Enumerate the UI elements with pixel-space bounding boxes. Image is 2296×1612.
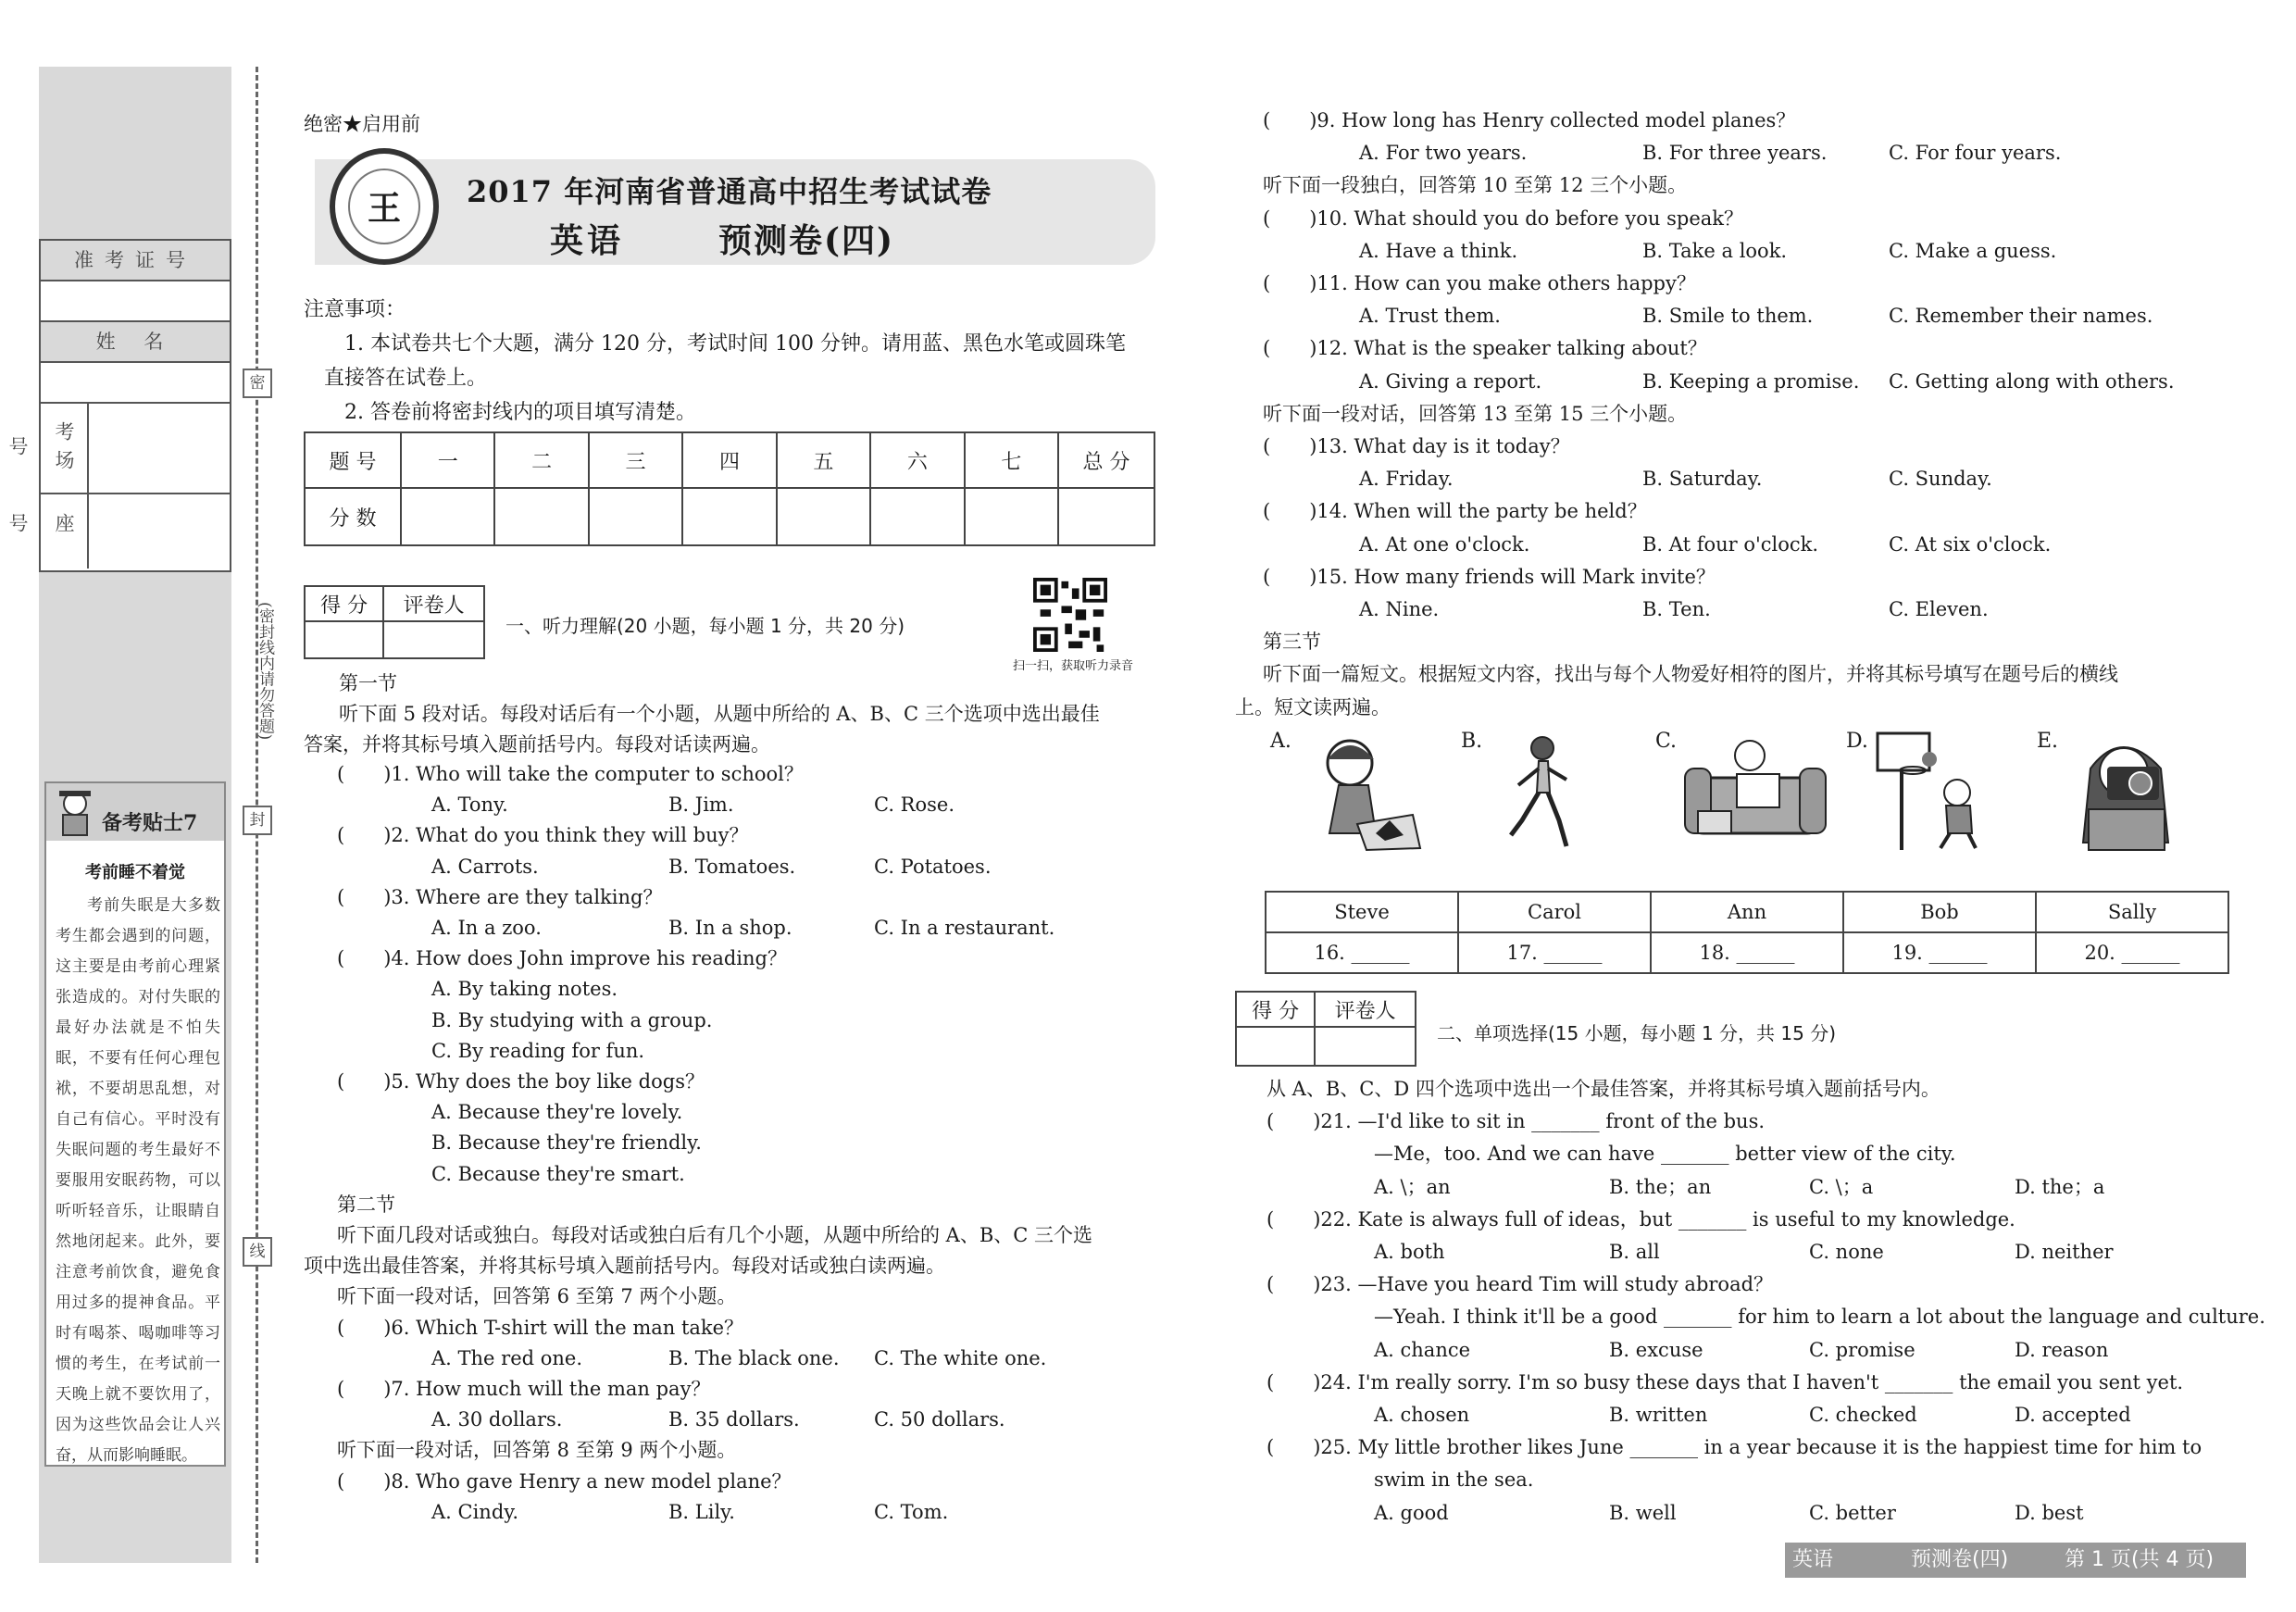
- q21-option: C. \；a: [1809, 1176, 1874, 1198]
- score-table: [304, 431, 1155, 546]
- candidate-info-box: [6, 239, 231, 572]
- score-col-5: 五: [777, 432, 870, 488]
- note-2: 2. 答卷前将密封线内的项目填写清楚。: [344, 401, 696, 424]
- score-cell[interactable]: [777, 488, 870, 545]
- score-cell[interactable]: [682, 488, 776, 545]
- exam-notes: [304, 293, 1155, 430]
- girl-drawing-picture: [1302, 731, 1422, 852]
- inst-8-9: 听下面一段对话，回答第 8 至第 9 两个小题。: [337, 1439, 737, 1461]
- q7-option: A. 30 dollars.: [431, 1408, 563, 1431]
- seat-label: 座号: [41, 494, 89, 569]
- q6-option: B. The black one.: [668, 1347, 840, 1369]
- answer-blank-19[interactable]: 19. ______: [1843, 932, 2036, 973]
- sec1-inst-1: 听下面 5 段对话。每段对话后有一个小题，从题中所给的 A、B、C 三个选项中选出最佳: [339, 703, 1100, 725]
- q1-option: A. Tony.: [431, 794, 508, 816]
- q15-question: ( )15. How many friends will Mark invite？: [1263, 566, 1716, 588]
- q5-option: A. Because they're lovely.: [431, 1101, 683, 1123]
- grade-grader-cell[interactable]: [383, 621, 484, 658]
- name-carol: Carol: [1458, 892, 1651, 932]
- sec2-inst-2: 项中选出最佳答案，并将其标号填入题前括号内。每段对话或独白读两遍。: [304, 1255, 945, 1277]
- q12-option: B. Keeping a promise.: [1642, 370, 1860, 393]
- q10-question: ( )10. What should you do before you speak？: [1263, 207, 1744, 230]
- qr-code-icon[interactable]: [1033, 578, 1107, 652]
- q3-option: B. In a shop.: [668, 917, 792, 939]
- boy-basketball-picture: [1872, 731, 1992, 852]
- tip-title: 考前睡不着觉: [85, 863, 185, 882]
- q9-question: ( )9. How long has Henry collected model planes？: [1263, 109, 1796, 131]
- q7-question: ( )7. How much will the man pay？: [337, 1378, 711, 1400]
- part1-title: 一、听力理解(20 小题，每小题 1 分，共 20 分): [505, 615, 905, 637]
- q3-option: A. In a zoo.: [431, 917, 542, 939]
- scholar-icon: [52, 787, 98, 839]
- seal-note: (密封线内请勿答题): [256, 602, 274, 741]
- sec3-title: 第三节: [1263, 631, 1321, 653]
- q21-option: D. the；a: [2015, 1176, 2105, 1198]
- grade-grader-label: 评卷人: [383, 586, 484, 621]
- note-1: 1. 本试卷共七个大题，满分 120 分，考试时间 100 分钟。请用蓝、黑色水笔或圆珠笔: [344, 332, 1126, 356]
- exam-title: 2017 年河南省普通高中招生考试试卷: [467, 174, 992, 209]
- q23-question: ( )23. —Have you heard Tim will study abroad？: [1267, 1273, 1774, 1295]
- q1-option: C. Rose.: [874, 794, 955, 816]
- q2-question: ( )2. What do you think they will buy？: [337, 824, 749, 846]
- pic-label-b: B.: [1461, 730, 1483, 753]
- q24-option: B. written: [1609, 1404, 1708, 1426]
- footer-paper: 预测卷(四): [1911, 1548, 2009, 1571]
- score-cell[interactable]: [870, 488, 964, 545]
- score-cell[interactable]: [401, 488, 494, 545]
- score-col-1: 一: [401, 432, 494, 488]
- candidate-no-field[interactable]: [41, 281, 230, 322]
- seal-feng: 封: [243, 806, 272, 835]
- q3-option: C. In a restaurant.: [874, 917, 1055, 939]
- q21-option: A. \；an: [1374, 1176, 1451, 1198]
- tip-banner-text: 备考贴士7: [102, 811, 198, 835]
- logo-text: 王: [348, 169, 420, 244]
- q1-option: B. Jim.: [668, 794, 734, 816]
- q24-question: ( )24. I'm really sorry. I'm so busy these days that I haven't _______ the email you sent yet.: [1267, 1371, 2184, 1393]
- inst-6-7: 听下面一段对话，回答第 6 至第 7 两个小题。: [337, 1285, 737, 1307]
- q22-option: B. all: [1609, 1241, 1660, 1263]
- q23-option: B. excuse: [1609, 1339, 1703, 1361]
- q10-option: B. Take a look.: [1642, 240, 1788, 262]
- q10-option: C. Make a guess.: [1889, 240, 2057, 262]
- q9-option: C. For four years.: [1889, 142, 2062, 164]
- q24-option: A. chosen: [1374, 1404, 1470, 1426]
- score-col-6: 六: [870, 432, 964, 488]
- candidate-no-label: 准考证号: [41, 241, 230, 281]
- score-cell[interactable]: [494, 488, 588, 545]
- q23-option: C. promise: [1809, 1339, 1915, 1361]
- q21-option: B. the；an: [1609, 1176, 1712, 1198]
- q11-option: B. Smile to them.: [1642, 305, 1814, 327]
- score-cell[interactable]: [1058, 488, 1154, 545]
- answer-blank-18[interactable]: 18. ______: [1651, 932, 1843, 973]
- q11-option: A. Trust them.: [1359, 305, 1501, 327]
- q15-option: B. Ten.: [1642, 598, 1711, 620]
- q14-question: ( )14. When will the party be held？: [1263, 500, 1647, 522]
- score-cell[interactable]: [965, 488, 1058, 545]
- q25-option: C. better: [1809, 1502, 1896, 1524]
- q14-option: A. At one o'clock.: [1359, 533, 1530, 556]
- answer-blank-17[interactable]: 17. ______: [1458, 932, 1651, 973]
- room-field[interactable]: [89, 404, 230, 493]
- q21-question: ( )21. —I'd like to sit in _______ front of the bus.: [1267, 1110, 1766, 1132]
- q13-question: ( )13. What day is it today？: [1263, 435, 1570, 457]
- q6-option: C. The white one.: [874, 1347, 1047, 1369]
- pic-label-e: E.: [2037, 730, 2059, 753]
- seat-field[interactable]: [89, 494, 230, 569]
- woman-camera-picture: [2066, 731, 2187, 852]
- q12-option: C. Getting along with others.: [1889, 370, 2175, 393]
- pic-label-c: C.: [1655, 730, 1678, 753]
- q23-option: A. chance: [1374, 1339, 1471, 1361]
- subject-title: 英语: [550, 221, 625, 260]
- name-label: 姓 名: [41, 322, 230, 363]
- grade-score-label: 得 分: [305, 586, 383, 621]
- q25-question: ( )25. My little brother likes June _______ in a year because it is the happiest time for him to: [1267, 1436, 2202, 1458]
- q4-option: B. By studying with a group.: [431, 1009, 713, 1031]
- grade-score-cell[interactable]: [305, 621, 383, 658]
- inst-10-12: 听下面一段独白，回答第 10 至第 12 三个小题。: [1263, 174, 1688, 196]
- q13-option: A. Friday.: [1359, 468, 1454, 490]
- q22-option: D. neither: [2015, 1241, 2114, 1263]
- inst-13-15: 听下面一段对话，回答第 13 至第 15 三个小题。: [1263, 403, 1688, 425]
- q15-option: C. Eleven.: [1889, 598, 1989, 620]
- name-bob: Bob: [1843, 892, 2036, 932]
- q22-option: C. none: [1809, 1241, 1884, 1263]
- name-sally: Sally: [2036, 892, 2228, 932]
- grade-box-part2: [1235, 991, 1416, 1067]
- grade-score-label: 得 分: [1236, 992, 1315, 1027]
- q7-option: C. 50 dollars.: [874, 1408, 1005, 1431]
- grade-grader-label: 评卷人: [1315, 992, 1416, 1027]
- q25-option: D. best: [2015, 1502, 2084, 1524]
- q22-option: A. both: [1374, 1241, 1445, 1263]
- score-row2-label: 分 数: [305, 488, 401, 545]
- sec1-title: 第一节: [339, 672, 397, 694]
- q25-line2: swim in the sea.: [1374, 1468, 1534, 1491]
- q13-option: B. Saturday.: [1642, 468, 1763, 490]
- q2-option: B. Tomatoes.: [668, 856, 796, 878]
- part2-inst: 从 A、B、C、D 四个选项中选出一个最佳答案，并将其标号填入题前括号内。: [1267, 1078, 1940, 1100]
- score-row-label: 题 号: [305, 432, 401, 488]
- q5-option: B. Because they're friendly.: [431, 1131, 702, 1154]
- q11-option: C. Remember their names.: [1889, 305, 2153, 327]
- q2-option: A. Carrots.: [431, 856, 539, 878]
- q1-question: ( )1. Who will take the computer to school？: [337, 763, 804, 785]
- score-col-total: 总 分: [1058, 432, 1154, 488]
- q21-line2: —Me，too. And we can have _______ better view of the city.: [1374, 1143, 1956, 1165]
- secret-label: 绝密★启用前: [304, 113, 420, 135]
- q23-line2: —Yeah. I think it'll be a good _______ for him to learn a lot about the language and culture.: [1374, 1306, 2265, 1328]
- q8-option: A. Cindy.: [431, 1501, 519, 1523]
- page-footer: [1785, 1543, 2246, 1578]
- girl-running-picture: [1481, 731, 1602, 852]
- score-cell[interactable]: [589, 488, 682, 545]
- q6-question: ( )6. Which T-shirt will the man take？: [337, 1317, 744, 1339]
- boy-reading-sofa-picture: [1681, 731, 1829, 852]
- score-col-4: 四: [682, 432, 776, 488]
- q7-option: B. 35 dollars.: [668, 1408, 800, 1431]
- q14-option: C. At six o'clock.: [1889, 533, 2052, 556]
- note-1b: 直接答在试卷上。: [324, 367, 488, 390]
- seal-xian: 线: [243, 1237, 272, 1267]
- grade-grader-cell[interactable]: [1315, 1027, 1416, 1066]
- q24-option: D. accepted: [2015, 1404, 2131, 1426]
- grade-box-part1: [304, 585, 485, 659]
- q5-option: C. Because they're smart.: [431, 1163, 685, 1185]
- score-col-3: 三: [589, 432, 682, 488]
- room-label: 考场号: [41, 404, 89, 493]
- sec3-inst-1: 听下面一篇短文。根据短文内容，找出与每个人物爱好相符的图片，并将其标号填写在题号后的横线: [1263, 663, 2118, 685]
- name-steve: Steve: [1266, 892, 1458, 932]
- answer-blank-16[interactable]: 16. ______: [1266, 932, 1458, 973]
- part2-title: 二、单项选择(15 小题，每小题 1 分，共 15 分): [1437, 1022, 1837, 1044]
- sec2-title: 第二节: [337, 1193, 395, 1216]
- sec1-inst-2: 答案，并将其标号填入题前括号内。每段对话读两遍。: [304, 733, 770, 756]
- footer-page: 第 1 页(共 4 页): [2065, 1548, 2215, 1571]
- tip-body: 考前失眠是大多数考生都会遇到的问题，这主要是由考前心理紧张造成的。对付失眠的最好办法就是不怕失眠，不要有任何心理包袱，不要胡思乱想，对自己有信心。平时没有失眠问题的考生最好不要服用安眠药物，可以听听轻音乐，让眼睛自然地闭起来。此外，要注意考前饮食，避免食用过多的提神食品。平时有喝茶、喝咖啡等习惯的考生，在考试前一天晚上就不要饮用了，因为这些饮品会让人兴奋，从而影响睡眠。: [56, 896, 220, 1465]
- answer-blank-20[interactable]: 20. ______: [2036, 932, 2228, 973]
- q25-option: B. well: [1609, 1502, 1677, 1524]
- q4-question: ( )4. How does John improve his reading？: [337, 947, 787, 969]
- q13-option: C. Sunday.: [1889, 468, 1992, 490]
- score-col-2: 二: [494, 432, 588, 488]
- q8-question: ( )8. Who gave Henry a new model plane？: [337, 1470, 792, 1493]
- q10-option: A. Have a think.: [1359, 240, 1518, 262]
- q22-question: ( )22. Kate is always full of ideas，but _______ is useful to my knowledge.: [1267, 1208, 2015, 1231]
- seal-mi: 密: [243, 369, 272, 398]
- q25-option: A. good: [1374, 1502, 1449, 1524]
- q8-option: C. Tom.: [874, 1501, 949, 1523]
- notes-title: 注意事项：: [304, 298, 406, 321]
- footer-subject: 英语: [1792, 1548, 1834, 1571]
- q12-question: ( )12. What is the speaker talking about？: [1263, 337, 1707, 359]
- sec2-inst-1: 听下面几段对话或独白。每段对话或独白后有几个小题，从题中所给的 A、B、C 三个选: [337, 1224, 1093, 1246]
- name-match-table: [1265, 891, 2229, 974]
- q4-option: A. By taking notes.: [431, 978, 618, 1000]
- pic-label-d: D.: [1846, 730, 1868, 753]
- q2-option: C. Potatoes.: [874, 856, 992, 878]
- q4-option: C. By reading for fun.: [431, 1040, 645, 1062]
- q15-option: A. Nine.: [1359, 598, 1440, 620]
- sec3-inst-2: 上。短文读两遍。: [1235, 696, 1391, 719]
- grade-score-cell[interactable]: [1236, 1027, 1315, 1066]
- picture-row: [1263, 724, 2244, 863]
- q8-option: B. Lily.: [668, 1501, 735, 1523]
- q24-option: C. checked: [1809, 1404, 1917, 1426]
- q9-option: B. For three years.: [1642, 142, 1828, 164]
- q3-question: ( )3. Where are they talking？: [337, 886, 663, 908]
- q11-question: ( )11. How can you make others happy？: [1263, 272, 1696, 294]
- score-col-7: 七: [965, 432, 1058, 488]
- q9-option: A. For two years.: [1359, 142, 1528, 164]
- paper-name: 预测卷(四): [718, 221, 895, 260]
- pic-label-a: A.: [1270, 730, 1292, 753]
- q14-option: B. At four o'clock.: [1642, 533, 1819, 556]
- listening-section-1: [304, 669, 1159, 760]
- q5-question: ( )5. Why does the boy like dogs？: [337, 1070, 705, 1093]
- qr-caption: 扫一扫，获取听力录音: [1013, 659, 1134, 673]
- name-ann: Ann: [1651, 892, 1843, 932]
- q6-option: A. The red one.: [431, 1347, 583, 1369]
- name-field[interactable]: [41, 363, 230, 404]
- q12-option: A. Giving a report.: [1359, 370, 1542, 393]
- q23-option: D. reason: [2015, 1339, 2109, 1361]
